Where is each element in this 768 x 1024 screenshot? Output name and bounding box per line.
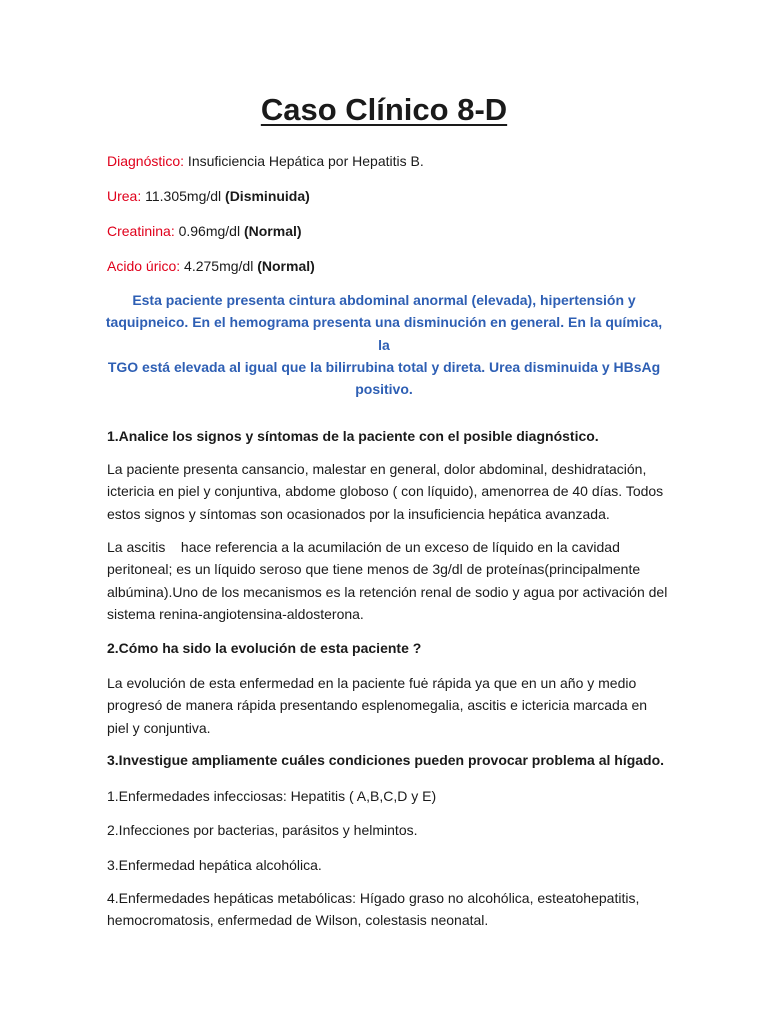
urea-value: 11.305mg/dl <box>141 188 226 204</box>
answer-1-paragraph-2 <box>107 536 667 625</box>
urea-label: Urea: <box>107 188 142 204</box>
question-3: 3.Investigue ampliamente cuáles condiciones pueden provocar problema al hígado. <box>107 752 665 768</box>
question-1: 1.Analice los signos y síntomas de la paciente con el posible diagnóstico. <box>107 428 599 444</box>
uric-acid-value: 4.275mg/dl <box>180 258 258 274</box>
summary-line: TGO está elevada al igual que la bilirrubina total y direta. Urea disminuida y HBsAg <box>107 358 661 375</box>
paragraph-line: hemocromatosis, enfermedad de Wilson, colestasis neonatal. <box>107 912 489 929</box>
urea-note: (Disminuida) <box>225 188 310 204</box>
uric-acid-field <box>107 257 315 275</box>
summary-line: taquipneico. En el hemograma presenta una disminución en general. En la química, la <box>105 314 663 353</box>
list-item: 2.Infecciones por bacterias, parásitos y helmintos. <box>107 822 418 838</box>
paragraph-line: peritoneal; es un líquido seroso que tiene menos de 3g/dl de proteínas(principalmente <box>107 561 641 578</box>
creatinine-field <box>107 222 302 240</box>
creatinine-label: Creatinina: <box>107 223 175 239</box>
diagnosis-value: Insuficiencia Hepática por Hepatitis B. <box>184 153 424 169</box>
paragraph-line: estos signos y síntomas son ocasionados por la insuficiencia hepática avanzada. <box>107 505 610 522</box>
summary-line: Esta paciente presenta cintura abdominal anormal (elevada), hipertensión y <box>132 292 636 308</box>
list-item: 3.Enfermedad hepática alcohólica. <box>107 857 322 873</box>
paragraph-line: 4.Enfermedades hepáticas metabólicas: Hígado graso no alcohólica, esteatohepatitis, <box>107 890 640 906</box>
diagnosis-field <box>107 152 424 170</box>
uric-acid-note: (Normal) <box>257 258 315 274</box>
question-2: 2.Cómo ha sido la evolución de esta paciente ? <box>107 640 422 656</box>
answer-1-paragraph-1 <box>107 458 667 525</box>
paragraph-line: ictericia en piel y conjuntiva, abdome globoso ( con líquido), amenorrea de 40 días. Todos <box>107 483 664 500</box>
uric-acid-label: Acido úrico: <box>107 258 181 274</box>
paragraph-line: sistema renina-angiotensina-aldosterona. <box>107 605 364 622</box>
list-item: 1.Enfermedades infecciosas: Hepatitis ( A,B,C,D y E) <box>107 788 437 804</box>
list-item <box>107 887 667 932</box>
answer-2-paragraph <box>107 672 667 739</box>
paragraph-line: progresó de manera rápida presentando esplenomegalia, ascitis e ictericia marcada en <box>107 697 648 714</box>
creatinine-note: (Normal) <box>243 223 302 239</box>
case-summary <box>100 289 668 400</box>
paragraph-line: La paciente presenta cansancio, malestar en general, dolor abdominal, deshidratación, <box>107 461 647 477</box>
paragraph-line: La evolución de esta enfermedad en la paciente fuė rápida ya que en un año y medio <box>107 675 637 691</box>
paragraph-line: piel y conjuntiva. <box>107 719 211 736</box>
summary-line: positivo. <box>355 381 413 398</box>
page-title: Caso Clínico 8-D <box>260 92 508 127</box>
urea-field <box>107 187 310 205</box>
paragraph-line: albúmina).Uno de los mecanismos es la retención renal de sodio y agua por activación del <box>107 583 668 600</box>
creatinine-value: 0.96mg/dl <box>174 223 244 239</box>
paragraph-line: La ascitis hace referencia a la acumilación de un exceso de líquido en la cavidad <box>107 539 620 555</box>
diagnosis-label: Diagnóstico: <box>107 153 185 169</box>
